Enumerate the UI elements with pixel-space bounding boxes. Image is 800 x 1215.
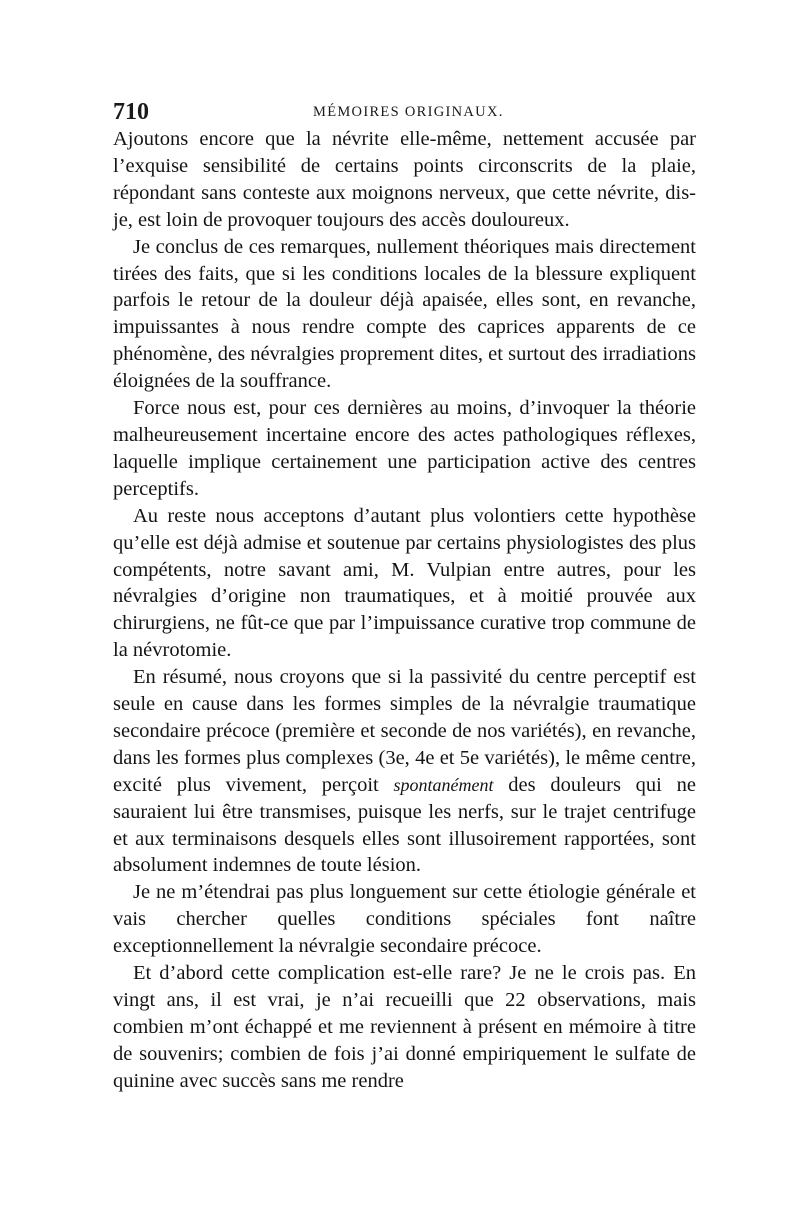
paragraph-4: Au reste nous acceptons d’autant plus volontiers cette hypothèse qu’elle est déjà admise et soutenue par certains physiologistes des plus compétents, notre savant ami, M. Vulpian entre autres, pour les névralgies d’origine non traumatiques, et à moitié prouvée aux chirurgiens, ne fût-ce que par l’impuissance curative trop commune de la névrotomie.: [113, 504, 696, 662]
paragraph-6: Je ne m’étendrai pas plus longuement sur cette étiologie générale et vais chercher quelles conditions spéciales font naître exceptionnellement la névralgie secondaire précoce.: [113, 881, 696, 958]
body-text: [113, 126, 696, 1095]
paragraph-5-start: En résumé, nous croyons que si la passivité du centre perceptif est seule en cause dans les formes simples de la névralgie traumatique secondaire précoce (première et seconde de nos variétés), en revanche, dans les formes plus complexes (3e, 4e et 5e variétés), le même centre, excité plus vivement, perçoit: [113, 666, 696, 796]
paragraph-5-end: des douleurs qui ne sauraient lui être transmises, puisque les nerfs, sur le trajet centrifuge et aux terminaisons desquels elles sont illusoirement rapportées, sont absolument indemnes de toute lésion.: [113, 773, 696, 877]
paragraph-7: Et d’abord cette complication est-elle rare? Je ne le crois pas. En vingt ans, il est vrai, je n’ai recueilli que 22 observations, mais combien m’ont échappé et me reviennent à présent en mémoire à titre de souvenirs; combien de fois j’ai donné empiriquement le sulfate de quinine avec succès sans me rendre: [113, 962, 696, 1092]
paragraph-3: Force nous est, pour ces dernières au moins, d’invoquer la théorie malheureusement incertaine encore des actes pathologiques réflexes, laquelle implique certainement une participation active des centres perceptifs.: [113, 397, 696, 500]
paragraph-5-italic: spontanément: [393, 774, 494, 795]
page-header: [113, 97, 696, 127]
page-number: 710: [113, 99, 149, 125]
paragraph-2: Je conclus de ces remarques, nullement théoriques mais directement tirées des faits, que si les conditions locales de la blessure expliquent parfois le retour de la douleur déjà apaisée, elles sont, en revanche, impuissantes à nous rendre compte des caprices apparents de ce phénomène, des névralgies proprement dites, et surtout des irradiations éloignées de la souffrance.: [113, 235, 696, 393]
running-head: MÉMOIRES ORIGINAUX.: [313, 104, 504, 120]
paragraph-1: Ajoutons encore que la névrite elle-même, nettement accusée par l’exquise sensibilité de certains points circonscrits de la plaie, répondant sans conteste aux moignons nerveux, que cette névrite, dis-je, est loin de provoquer toujours des accès douloureux.: [113, 128, 696, 231]
paragraph-5: [113, 664, 696, 879]
